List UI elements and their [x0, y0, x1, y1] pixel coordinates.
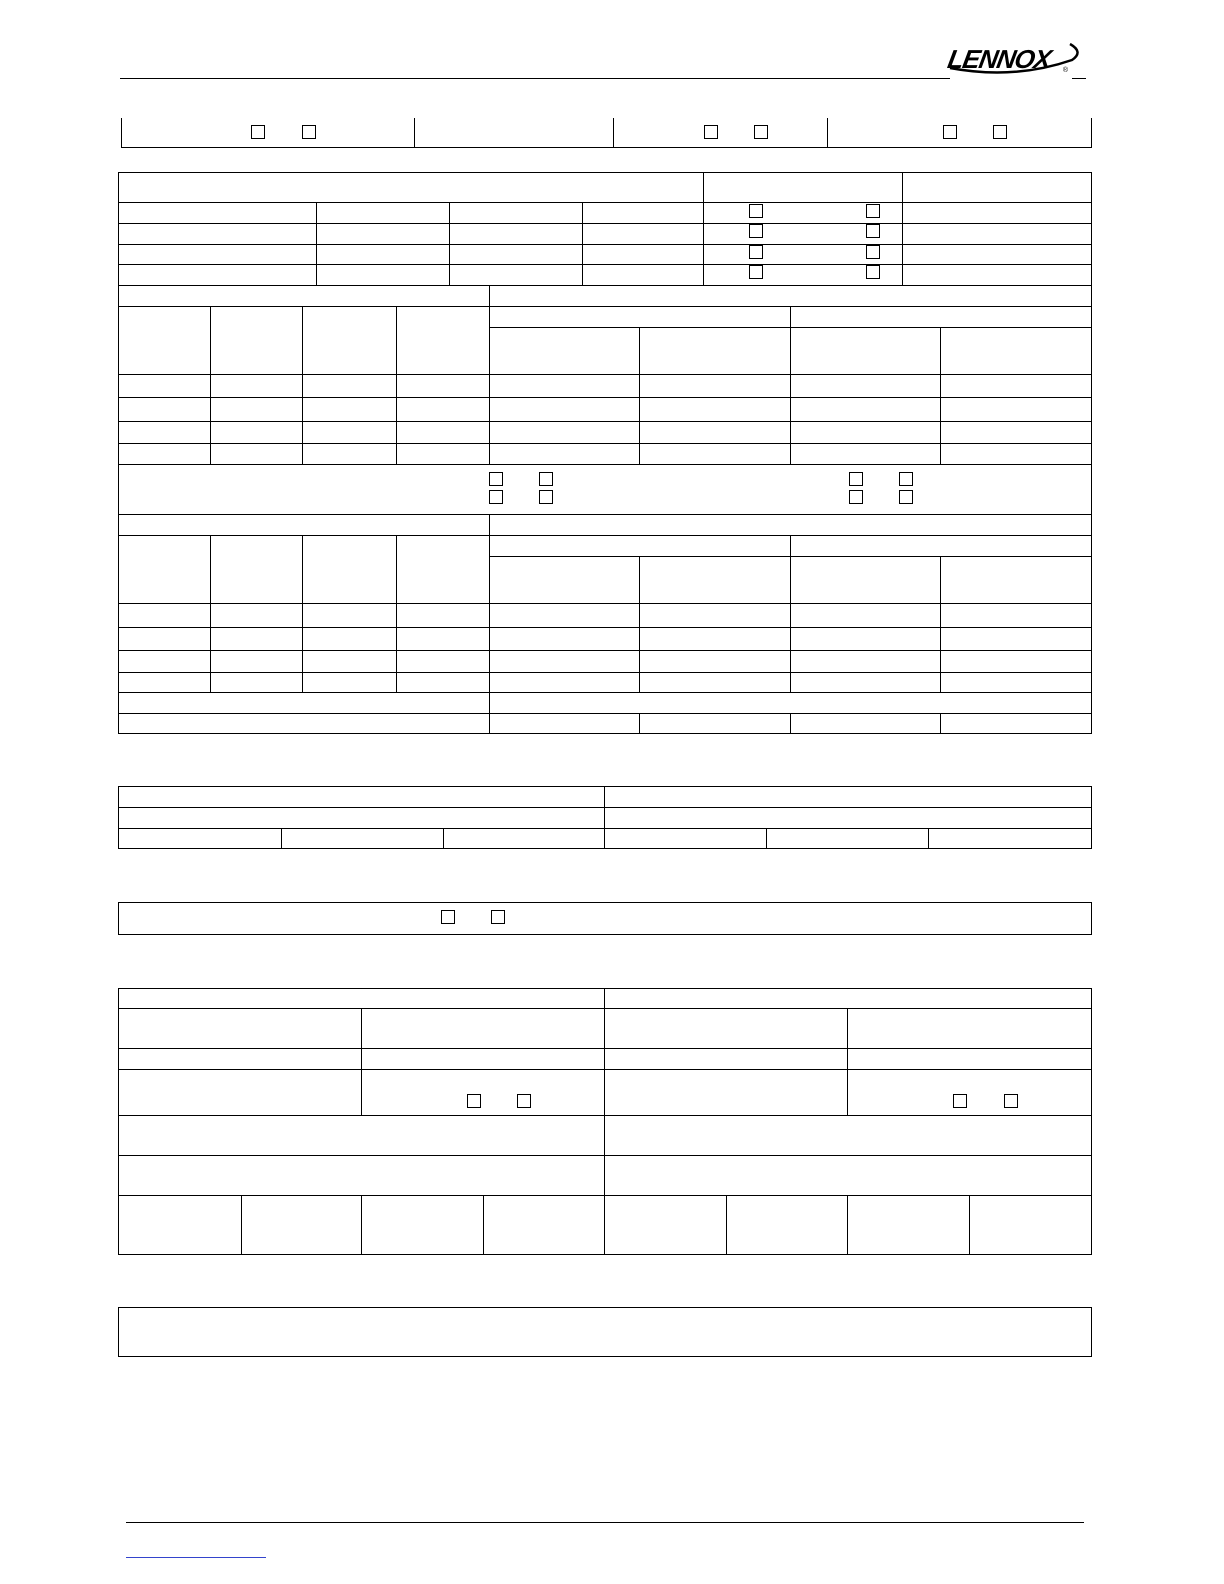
- header-rule: [120, 78, 950, 79]
- column-divider: [639, 713, 640, 734]
- checkbox[interactable]: [539, 490, 553, 504]
- checkbox[interactable]: [754, 125, 768, 139]
- column-divider: [847, 1008, 848, 1115]
- checkbox[interactable]: [1004, 1094, 1018, 1108]
- checkbox[interactable]: [749, 265, 763, 279]
- brand-name: LENNOX: [945, 44, 1054, 74]
- lennox-logo: [944, 38, 1086, 78]
- column-divider: [847, 1195, 848, 1255]
- checkbox[interactable]: [849, 472, 863, 486]
- checkbox[interactable]: [866, 245, 880, 259]
- footer-rule: [126, 1522, 1084, 1523]
- row-divider: [118, 223, 1092, 224]
- row-divider: [118, 306, 1092, 307]
- row-divider: [118, 285, 1092, 286]
- checkbox[interactable]: [467, 1094, 481, 1108]
- row-divider: [118, 627, 1092, 628]
- options-check-row: [118, 902, 1092, 935]
- column-divider: [928, 828, 929, 849]
- column-divider: [316, 202, 317, 285]
- column-divider: [361, 1008, 362, 1115]
- column-divider: [361, 1195, 362, 1255]
- column-divider: [210, 535, 211, 692]
- row-divider: [118, 514, 1092, 515]
- column-divider: [766, 828, 767, 849]
- column-divider: [396, 535, 397, 692]
- column-divider: [790, 713, 791, 734]
- row-divider: [118, 1115, 1092, 1116]
- checkbox[interactable]: [993, 125, 1007, 139]
- column-divider: [969, 1195, 970, 1255]
- checkbox[interactable]: [251, 125, 265, 139]
- checkbox[interactable]: [899, 490, 913, 504]
- checkbox[interactable]: [943, 125, 957, 139]
- column-divider: [582, 202, 583, 285]
- row-divider: [118, 650, 1092, 651]
- control-settings-table: [118, 988, 1092, 1255]
- column-divider: [302, 535, 303, 692]
- row-divider: [118, 397, 1092, 398]
- checkbox[interactable]: [866, 265, 880, 279]
- checkbox[interactable]: [491, 910, 505, 924]
- column-divider: [604, 786, 605, 849]
- row-divider: [118, 807, 1092, 808]
- column-divider: [790, 306, 791, 464]
- checkbox[interactable]: [849, 490, 863, 504]
- row-divider: [118, 1155, 1092, 1156]
- checkbox[interactable]: [539, 472, 553, 486]
- column-divider: [302, 306, 303, 464]
- row-divider: [118, 374, 1092, 375]
- column-divider: [241, 1195, 242, 1255]
- checkbox[interactable]: [866, 224, 880, 238]
- checkbox[interactable]: [704, 125, 718, 139]
- column-divider: [281, 828, 282, 849]
- row-divider: [118, 244, 1092, 245]
- row-divider: [118, 535, 1092, 536]
- column-divider: [902, 172, 903, 285]
- header-rule-tail: [1072, 78, 1086, 79]
- row-divider: [118, 1048, 1092, 1049]
- row-divider: [118, 264, 1092, 265]
- checkbox[interactable]: [749, 245, 763, 259]
- footer-link-underline[interactable]: [126, 1557, 266, 1558]
- checkbox[interactable]: [953, 1094, 967, 1108]
- column-divider: [483, 1195, 484, 1255]
- row-divider: [489, 327, 1092, 328]
- comments-box: [118, 1307, 1092, 1357]
- checkbox[interactable]: [899, 472, 913, 486]
- column-divider: [396, 306, 397, 464]
- row-divider: [118, 202, 1092, 203]
- row-divider: [118, 603, 1092, 604]
- electrical-table: [118, 786, 1092, 849]
- row-divider: [118, 692, 1092, 693]
- checkbox[interactable]: [441, 910, 455, 924]
- row-divider: [118, 1195, 1092, 1196]
- checkbox[interactable]: [517, 1094, 531, 1108]
- checkbox[interactable]: [302, 125, 316, 139]
- checkbox[interactable]: [866, 204, 880, 218]
- row-divider: [118, 421, 1092, 422]
- checkbox[interactable]: [749, 204, 763, 218]
- column-divider: [604, 988, 605, 1255]
- row-divider: [118, 443, 1092, 444]
- column-divider: [489, 514, 490, 734]
- row-divider: [118, 672, 1092, 673]
- row-divider: [118, 828, 1092, 829]
- row-divider: [118, 1069, 1092, 1070]
- column-divider: [449, 202, 450, 285]
- column-divider: [210, 306, 211, 464]
- checkbox[interactable]: [489, 472, 503, 486]
- column-divider: [414, 118, 415, 148]
- column-divider: [940, 713, 941, 734]
- column-divider: [726, 1195, 727, 1255]
- column-divider: [827, 118, 828, 148]
- row-divider: [118, 464, 1092, 465]
- checkbox[interactable]: [749, 224, 763, 238]
- checkbox[interactable]: [489, 490, 503, 504]
- row-divider: [118, 374, 210, 375]
- row-divider: [118, 713, 1092, 714]
- column-divider: [790, 535, 791, 692]
- brand-registered-mark: ®: [1062, 67, 1068, 74]
- column-divider: [703, 172, 704, 285]
- column-divider: [613, 118, 614, 148]
- column-divider: [443, 828, 444, 849]
- row-divider: [118, 1008, 1092, 1009]
